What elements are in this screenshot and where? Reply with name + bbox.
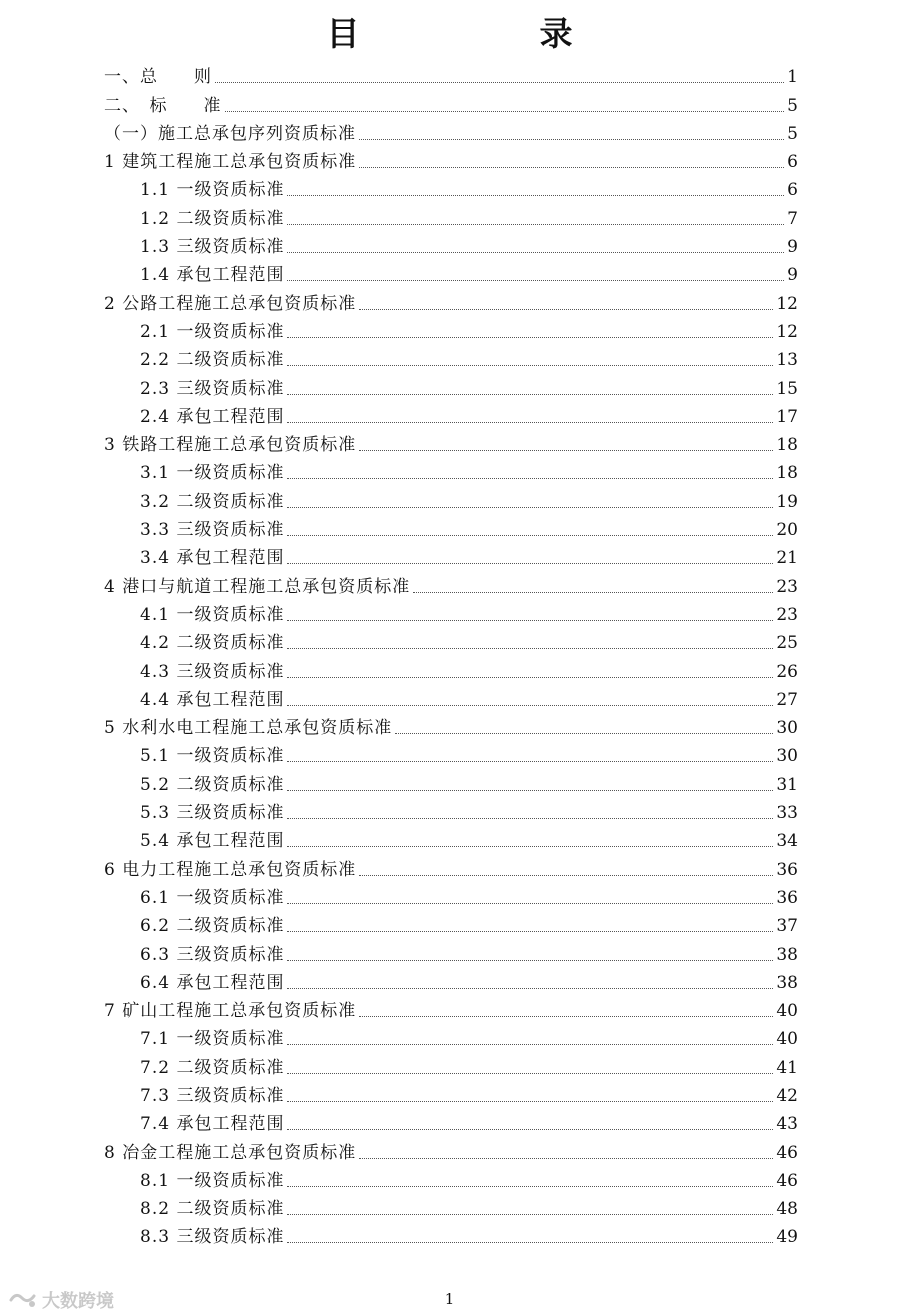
toc-entry[interactable]	[104, 1135, 798, 1163]
toc-entry[interactable]	[104, 1079, 798, 1107]
toc-entry-page: 40	[776, 1001, 798, 1022]
toc-entry-page: 41	[776, 1057, 798, 1078]
toc-entry-label: 5.1 一级资质标准	[140, 746, 285, 767]
toc-entry-label: 1.1 一级资质标准	[140, 180, 285, 201]
toc-dot-leader	[287, 224, 784, 225]
toc-entry[interactable]	[104, 1220, 798, 1248]
toc-entry-label: 2.1 一级资质标准	[140, 321, 285, 342]
toc-entry-page: 27	[776, 689, 798, 710]
toc-dot-leader	[287, 478, 773, 479]
toc-entry[interactable]	[104, 569, 798, 597]
toc-entry-label: （一）施工总承包序列资质标准	[104, 123, 356, 144]
toc-dot-leader	[287, 705, 773, 706]
toc-entry-label: 3.2 二级资质标准	[140, 491, 285, 512]
toc-entry[interactable]	[104, 994, 798, 1022]
toc-dot-leader	[359, 1016, 773, 1017]
toc-dot-leader	[287, 1214, 773, 1215]
toc-entry-page: 33	[776, 803, 798, 824]
toc-entry-page: 23	[776, 576, 798, 597]
toc-dot-leader	[359, 167, 784, 168]
toc-entry[interactable]	[104, 626, 798, 654]
toc-dot-leader	[287, 1044, 773, 1045]
toc-dot-leader	[287, 761, 773, 762]
toc-entry[interactable]	[104, 1107, 798, 1135]
toc-entry-label: 1.3 三级资质标准	[140, 237, 285, 258]
toc-entry-label: 2 公路工程施工总承包资质标准	[104, 293, 357, 314]
toc-entry-page: 9	[787, 265, 798, 286]
toc-entry-page: 20	[776, 520, 798, 541]
toc-dot-leader	[359, 1158, 773, 1159]
toc-dot-leader	[359, 450, 773, 451]
toc-dot-leader	[287, 1242, 773, 1243]
toc-entry-page: 31	[776, 774, 798, 795]
toc-entry[interactable]	[104, 937, 798, 965]
toc-dot-leader	[287, 790, 773, 791]
toc-dot-leader	[287, 337, 773, 338]
toc-entry[interactable]	[104, 513, 798, 541]
toc-entry[interactable]	[104, 60, 798, 88]
toc-entry-label: 3 铁路工程施工总承包资质标准	[104, 435, 357, 456]
toc-entry-label: 6.4 承包工程范围	[140, 972, 285, 993]
toc-dot-leader	[287, 195, 784, 196]
toc-entry-label: 一、总 则	[104, 67, 212, 88]
toc-entry-label: 4 港口与航道工程施工总承包资质标准	[104, 576, 411, 597]
toc-entry[interactable]	[104, 654, 798, 682]
toc-entry-label: 3.4 承包工程范围	[140, 548, 285, 569]
toc-entry[interactable]	[104, 456, 798, 484]
watermark-logo-icon	[8, 1290, 38, 1310]
toc-dot-leader	[287, 563, 773, 564]
toc-entry[interactable]	[104, 796, 798, 824]
toc-entry[interactable]	[104, 824, 798, 852]
toc-dot-leader	[215, 82, 784, 83]
toc-dot-leader	[287, 903, 773, 904]
toc-entry-page: 25	[776, 633, 798, 654]
toc-entry-label: 6.1 一级资质标准	[140, 887, 285, 908]
toc-entry[interactable]	[104, 484, 798, 512]
toc-entry-page: 30	[776, 746, 798, 767]
toc-dot-leader	[287, 535, 773, 536]
toc-entry[interactable]	[104, 145, 798, 173]
toc-dot-leader	[225, 111, 785, 112]
toc-entry[interactable]	[104, 739, 798, 767]
toc-dot-leader	[287, 365, 773, 366]
toc-entry-page: 48	[776, 1199, 798, 1220]
toc-entry-label: 2.2 二级资质标准	[140, 350, 285, 371]
toc-entry-page: 12	[776, 293, 798, 314]
toc-dot-leader	[287, 931, 773, 932]
toc-dot-leader	[287, 648, 773, 649]
toc-entry-page: 23	[776, 604, 798, 625]
toc-dot-leader	[287, 846, 773, 847]
toc-dot-leader	[287, 507, 773, 508]
toc-entry-page: 12	[776, 321, 798, 342]
toc-entry-page: 46	[776, 1170, 798, 1191]
toc-entry[interactable]	[104, 881, 798, 909]
toc-entry-page: 19	[776, 491, 798, 512]
toc-entry[interactable]	[104, 852, 798, 880]
toc-entry-page: 18	[776, 463, 798, 484]
toc-entry-label: 5.2 二级资质标准	[140, 774, 285, 795]
toc-entry-page: 17	[776, 406, 798, 427]
toc-entry[interactable]	[104, 541, 798, 569]
toc-entry-label: 1.4 承包工程范围	[140, 265, 285, 286]
toc-entry[interactable]	[104, 173, 798, 201]
toc-entry[interactable]	[104, 683, 798, 711]
toc-dot-leader	[287, 1129, 773, 1130]
toc-entry-label: 5 水利水电工程施工总承包资质标准	[104, 718, 393, 739]
toc-entry[interactable]	[104, 230, 798, 258]
toc-entry[interactable]	[104, 315, 798, 343]
toc-entry-label: 8.1 一级资质标准	[140, 1170, 285, 1191]
toc-entry-page: 46	[776, 1142, 798, 1163]
toc-entry-page: 37	[776, 916, 798, 937]
toc-entry-label: 4.4 承包工程范围	[140, 689, 285, 710]
toc-dot-leader	[359, 875, 773, 876]
toc-entry[interactable]	[104, 1164, 798, 1192]
toc-entry[interactable]	[104, 343, 798, 371]
toc-entry-label: 6 电力工程施工总承包资质标准	[104, 859, 357, 880]
toc-dot-leader	[287, 1073, 773, 1074]
toc-entry[interactable]	[104, 371, 798, 399]
toc-entry[interactable]	[104, 117, 798, 145]
toc-dot-leader	[413, 592, 773, 593]
toc-entry[interactable]	[104, 428, 798, 456]
page-number: 1	[444, 1290, 455, 1308]
toc-entry-label: 8 冶金工程施工总承包资质标准	[104, 1142, 357, 1163]
toc-entry-page: 13	[776, 350, 798, 371]
toc-dot-leader	[287, 620, 773, 621]
toc-dot-leader	[287, 1101, 773, 1102]
page-title: 目 录	[326, 14, 611, 53]
watermark-text: 大数跨境	[42, 1291, 114, 1312]
toc-entry-label: 7.1 一级资质标准	[140, 1029, 285, 1050]
toc-entry[interactable]	[104, 258, 798, 286]
toc-entry-label: 7.3 三级资质标准	[140, 1085, 285, 1106]
toc-entry[interactable]	[104, 88, 798, 116]
toc-entry-label: 7 矿山工程施工总承包资质标准	[104, 1001, 357, 1022]
toc-dot-leader	[359, 309, 773, 310]
toc-entry-label: 4.3 三级资质标准	[140, 661, 285, 682]
toc-entry[interactable]	[104, 201, 798, 229]
toc-dot-leader	[287, 677, 773, 678]
toc-entry-label: 2.4 承包工程范围	[140, 406, 285, 427]
toc-entry-label: 2.3 三级资质标准	[140, 378, 285, 399]
toc-entry-page: 15	[776, 378, 798, 399]
toc-entry-label: 1 建筑工程施工总承包资质标准	[104, 152, 357, 173]
toc-entry-label: 二、 标 准	[104, 95, 222, 116]
toc-entry-page: 38	[776, 944, 798, 965]
toc-entry[interactable]	[104, 909, 798, 937]
toc-entry-page: 26	[776, 661, 798, 682]
toc-entry[interactable]	[104, 966, 798, 994]
toc-entry[interactable]	[104, 767, 798, 795]
toc-entry-label: 6.2 二级资质标准	[140, 916, 285, 937]
toc-entry-page: 6	[787, 152, 798, 173]
toc-entry-label: 3.1 一级资质标准	[140, 463, 285, 484]
toc-entry-label: 8.2 二级资质标准	[140, 1199, 285, 1220]
toc-entry-label: 3.3 三级资质标准	[140, 520, 285, 541]
toc-dot-leader	[287, 988, 773, 989]
toc-entry-page: 30	[776, 718, 798, 739]
toc-entry-label: 4.1 一级资质标准	[140, 604, 285, 625]
toc-entry[interactable]	[104, 598, 798, 626]
toc-entry-label: 7.4 承包工程范围	[140, 1114, 285, 1135]
toc-entry-label: 7.2 二级资质标准	[140, 1057, 285, 1078]
toc-dot-leader	[287, 422, 773, 423]
toc-entry[interactable]	[104, 286, 798, 314]
toc-entry-page: 1	[787, 67, 798, 88]
toc-entry-page: 42	[776, 1085, 798, 1106]
toc-entry-page: 34	[776, 831, 798, 852]
toc-dot-leader	[287, 1186, 773, 1187]
toc-entry-page: 7	[787, 208, 798, 229]
toc-entry-page: 36	[776, 859, 798, 880]
toc-entry[interactable]	[104, 711, 798, 739]
toc-dot-leader	[395, 733, 773, 734]
toc-entry-page: 9	[787, 237, 798, 258]
toc-entry[interactable]	[104, 1022, 798, 1050]
toc-entry-page: 5	[787, 95, 798, 116]
toc-entry-label: 4.2 二级资质标准	[140, 633, 285, 654]
toc-entry[interactable]	[104, 1050, 798, 1078]
toc-entry-label: 6.3 三级资质标准	[140, 944, 285, 965]
toc-entry-label: 8.3 三级资质标准	[140, 1227, 285, 1248]
toc-entry-page: 36	[776, 887, 798, 908]
toc-dot-leader	[287, 280, 784, 281]
watermark	[8, 1287, 114, 1313]
toc-entry-label: 5.4 承包工程范围	[140, 831, 285, 852]
toc-dot-leader	[287, 818, 773, 819]
toc-entry[interactable]	[104, 400, 798, 428]
toc-entry-page: 18	[776, 435, 798, 456]
toc-entry-page: 38	[776, 972, 798, 993]
toc-entry-label: 5.3 三级资质标准	[140, 803, 285, 824]
toc-entry-page: 21	[776, 548, 798, 569]
toc-entry-label: 1.2 二级资质标准	[140, 208, 285, 229]
toc-entry-page: 40	[776, 1029, 798, 1050]
toc-entry-page: 49	[776, 1227, 798, 1248]
toc-dot-leader	[287, 252, 784, 253]
toc-dot-leader	[359, 139, 784, 140]
toc-entry-page: 6	[787, 180, 798, 201]
toc-entry[interactable]	[104, 1192, 798, 1220]
table-of-contents	[104, 60, 798, 1248]
toc-entry-page: 5	[787, 123, 798, 144]
toc-entry-page: 43	[776, 1114, 798, 1135]
toc-dot-leader	[287, 394, 773, 395]
toc-dot-leader	[287, 960, 773, 961]
